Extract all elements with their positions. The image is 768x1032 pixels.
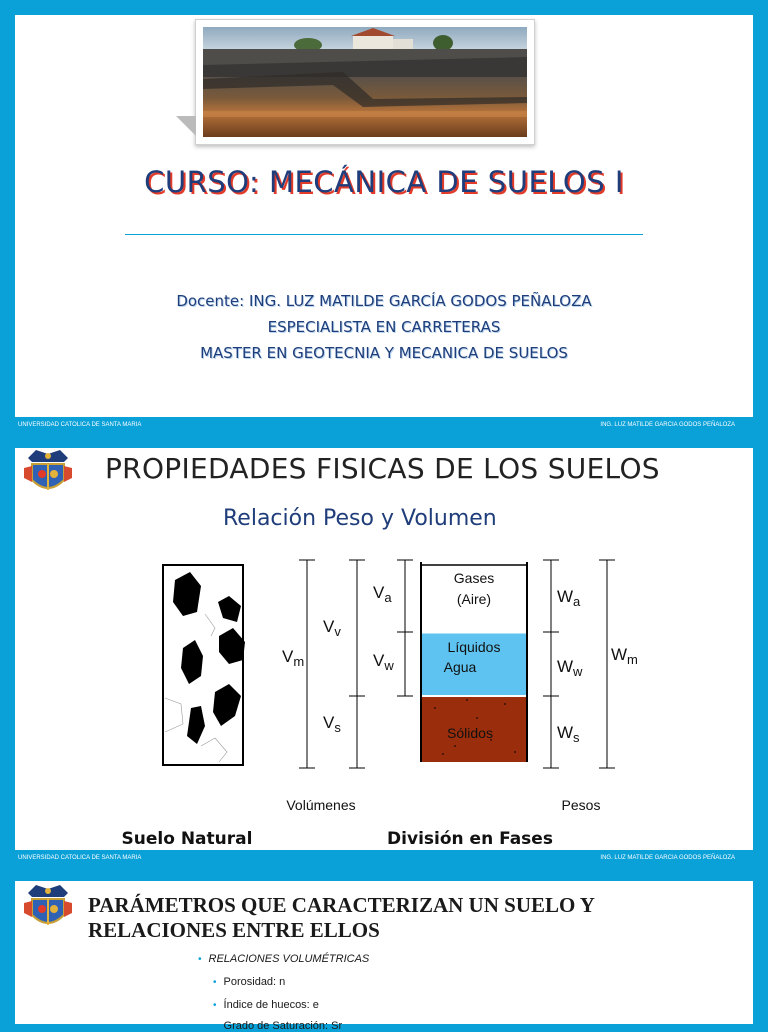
liquid-label-1: Líquidos bbox=[447, 639, 501, 655]
bullet-porosity: • Porosidad: n bbox=[213, 976, 286, 988]
bullet-saturation: • Grado de Saturación: Sr bbox=[213, 1020, 343, 1032]
bullet-void-ratio: • Índice de huecos: e bbox=[213, 999, 319, 1011]
master-line: MASTER EN GEOTECNIA Y MECANICA DE SUELOS bbox=[200, 344, 568, 362]
label-vw: $V_w$ bbox=[373, 651, 394, 673]
phase-division-caption: División en Fases bbox=[387, 829, 553, 849]
slide1-footer bbox=[0, 418, 768, 432]
slide-weight-volume bbox=[15, 448, 753, 850]
weights-caption: Pesos bbox=[561, 797, 601, 813]
label-vm: $V_m$ bbox=[282, 647, 305, 669]
volumes-caption: Volúmenes bbox=[286, 797, 356, 813]
bullet-icon: • bbox=[198, 954, 202, 965]
phase-diagram bbox=[15, 548, 753, 850]
label-wm: $W_m$ bbox=[611, 645, 638, 667]
natural-soil-caption: Suelo Natural bbox=[121, 829, 253, 849]
slide2-footer bbox=[0, 851, 768, 865]
label-vv: $V_v$ bbox=[323, 617, 341, 639]
teacher-line: Docente: ING. LUZ MATILDE GARCÍA GODOS PEÑALOZA bbox=[176, 292, 592, 310]
liquid-label-2: Agua bbox=[443, 659, 477, 675]
course-title: CURSO: MECÁNICA DE SUELOS I bbox=[144, 165, 624, 199]
bullet-icon: • bbox=[213, 1000, 217, 1011]
slide-heading-line2: RELACIONES ENTRE ELLOS bbox=[88, 918, 380, 942]
footer-author: ING. LUZ MATILDE GARCIA GODOS PEÑALOZA bbox=[600, 422, 735, 428]
road-soil-photo-image bbox=[203, 27, 527, 137]
university-crest-icon bbox=[22, 883, 74, 935]
bullet-icon: • bbox=[213, 1021, 217, 1032]
slide-heading-line1: PARÁMETROS QUE CARACTERIZAN UN SUELO Y bbox=[88, 893, 595, 917]
gas-label-2: (Aire) bbox=[456, 591, 492, 607]
gas-label-1: Gases bbox=[453, 570, 495, 586]
slide-parameters bbox=[15, 881, 753, 1032]
footer-author: ING. LUZ MATILDE GARCIA GODOS PEÑALOZA bbox=[600, 855, 735, 861]
university-crest-icon bbox=[22, 448, 74, 500]
soil-photo bbox=[195, 19, 535, 145]
title-divider bbox=[125, 234, 643, 235]
solid-label: Sólidos bbox=[447, 725, 493, 741]
label-va: $V_a$ bbox=[373, 583, 392, 605]
slide-heading bbox=[88, 893, 688, 943]
footer-university: UNIVERSIDAD CATOLICA DE SANTA MARIA bbox=[18, 855, 142, 861]
footer-university: UNIVERSIDAD CATOLICA DE SANTA MARIA bbox=[18, 422, 142, 428]
label-wa: $W_a$ bbox=[557, 587, 581, 609]
specialty-line: ESPECIALISTA EN CARRETERAS bbox=[267, 318, 501, 336]
volume-dimension-lines bbox=[299, 560, 413, 768]
slide-subheading: Relación Peso y Volumen bbox=[223, 506, 497, 531]
bullet-icon: • bbox=[213, 977, 217, 988]
label-ww: $W_w$ bbox=[557, 657, 583, 679]
label-vs: $V_s$ bbox=[323, 713, 341, 735]
slide-title bbox=[15, 15, 753, 417]
bullet-volumetric-relations: • RELACIONES VOLUMÉTRICAS bbox=[198, 953, 370, 965]
slide-heading: PROPIEDADES FISICAS DE LOS SUELOS bbox=[105, 452, 660, 485]
label-ws: $W_s$ bbox=[557, 723, 580, 745]
